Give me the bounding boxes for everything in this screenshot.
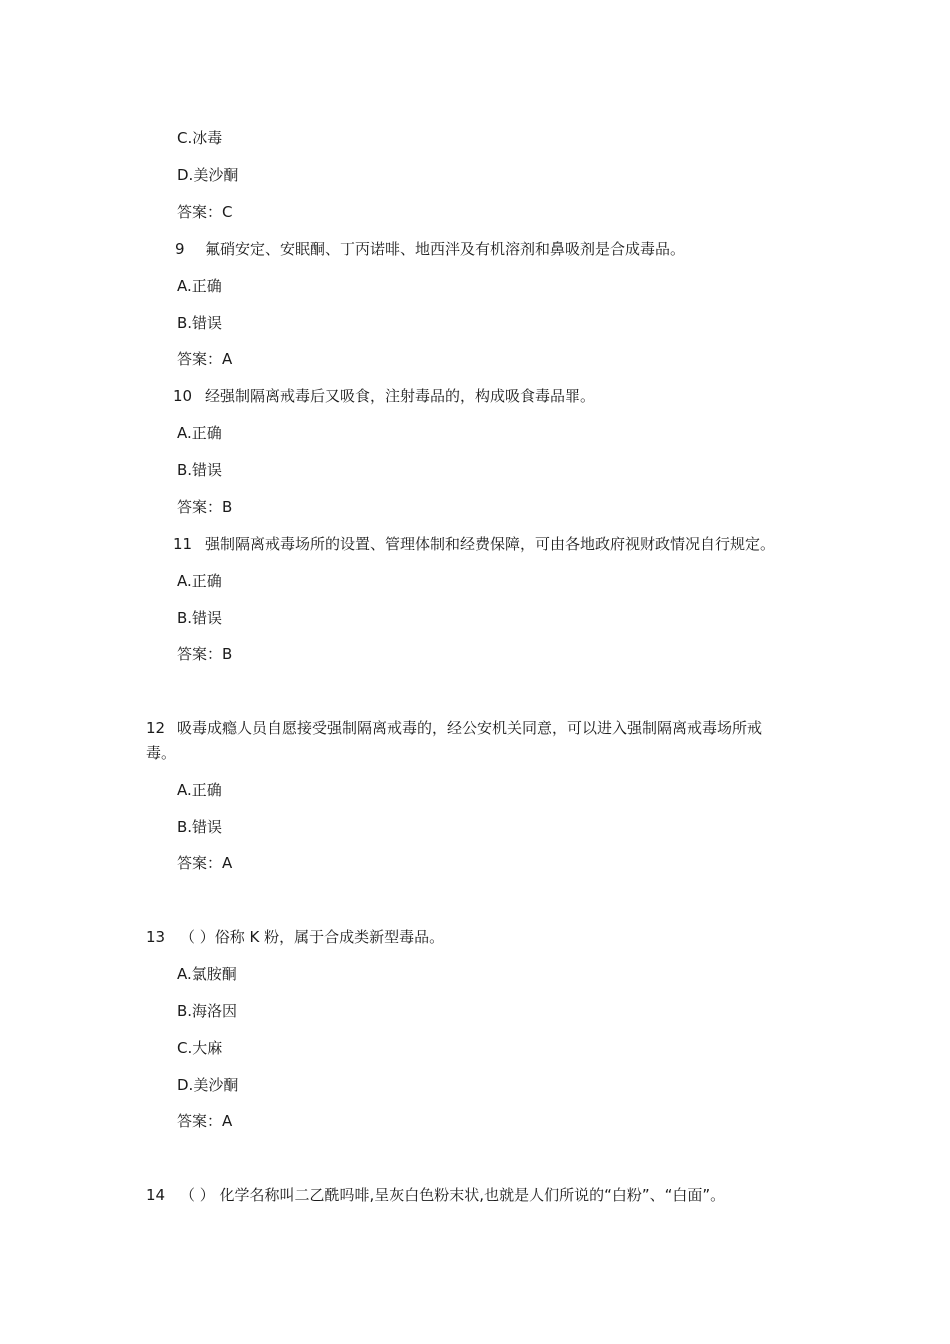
option-b: B.错误: [177, 314, 223, 332]
question-text: 吸毒成瘾人员自愿接受强制隔离戒毒的，经公安机关同意，可以进入强制隔离戒毒场所戒: [177, 719, 763, 737]
question-number: 14: [146, 1186, 166, 1204]
option-b: B.错误: [177, 461, 223, 479]
option-a: A.正确: [177, 572, 222, 590]
question-text: （ ） 化学名称叫二乙酰吗啡,呈灰白色粉末状,也就是人们所说的“白粉”、“白面”。: [180, 1186, 726, 1204]
question-13: [146, 927, 444, 947]
question-number: 13: [146, 928, 166, 946]
answer: 答案：A: [177, 1112, 233, 1130]
question-10: [173, 386, 595, 406]
question-14: [146, 1185, 725, 1205]
question-text: （ ）俗称 K 粉，属于合成类新型毒品。: [180, 928, 445, 946]
answer: 答案：C: [177, 203, 233, 221]
question-number: 11: [173, 535, 193, 553]
option-d: D.美沙酮: [177, 166, 239, 184]
option-a: A.氯胺酮: [177, 965, 237, 983]
answer: 答案：B: [177, 498, 233, 516]
question-9: [175, 239, 685, 259]
option-a: A.正确: [177, 781, 222, 799]
answer: 答案：A: [177, 350, 233, 368]
question-12: [146, 718, 762, 738]
option-b: B.错误: [177, 818, 223, 836]
question-11: [173, 534, 775, 554]
option-b: B.海洛因: [177, 1002, 238, 1020]
option-c: C.冰毒: [177, 129, 223, 147]
question-text: 经强制隔离戒毒后又吸食，注射毒品的，构成吸食毒品罪。: [205, 387, 596, 405]
option-c: C.大麻: [177, 1039, 223, 1057]
question-number: 10: [173, 387, 193, 405]
option-a: A.正确: [177, 277, 222, 295]
question-number: 12: [146, 719, 166, 737]
answer: 答案：A: [177, 854, 233, 872]
question-12-continuation: 毒。: [146, 744, 177, 762]
option-d: D.美沙酮: [177, 1076, 239, 1094]
question-number: 9: [175, 240, 185, 258]
question-text: 强制隔离戒毒场所的设置、管理体制和经费保障，可由各地政府视财政情况自行规定。: [205, 535, 776, 553]
question-text: 氟硝安定、安眠酮、丁丙诺啡、地西泮及有机溶剂和鼻吸剂是合成毒品。: [205, 240, 686, 258]
answer: 答案：B: [177, 645, 233, 663]
option-b: B.错误: [177, 609, 223, 627]
option-a: A.正确: [177, 424, 222, 442]
